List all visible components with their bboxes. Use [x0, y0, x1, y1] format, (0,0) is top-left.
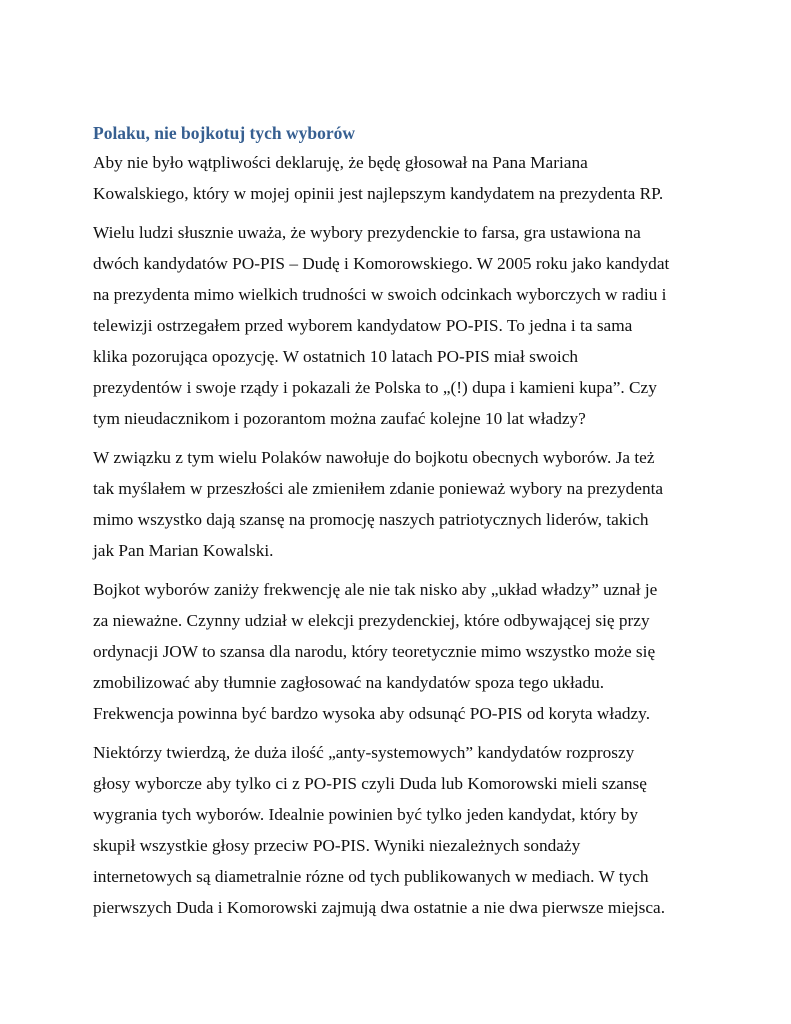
- text-line: głosy wyborcze aby tylko ci z PO-PIS czyli Duda lub Komorowski mieli szansę: [93, 774, 647, 793]
- text-line: tym nieudacznikom i pozorantom można zaufać kolejne 10 lat władzy?: [93, 409, 586, 428]
- paragraph-4: [93, 574, 713, 729]
- paragraph-3: [93, 442, 713, 566]
- text-line: Niektórzy twierdzą, że duża ilość „anty-systemowych” kandydatów rozproszy: [93, 743, 635, 762]
- text-line: klika pozorująca opozycję. W ostatnich 10 latach PO-PIS miał swoich: [93, 347, 579, 366]
- text-line: Wielu ludzi słusznie uważa, że wybory prezydenckie to farsa, gra ustawiona na: [93, 223, 641, 242]
- text-line: telewizji ostrzegałem przed wyborem kandydatow PO-PIS. To jedna i ta sama: [93, 316, 633, 335]
- text-line: mimo wszystko dają szansę na promocję naszych patriotycznych liderów, takich: [93, 510, 649, 529]
- text-line: Frekwencja powinna być bardzo wysoka aby odsunąć PO-PIS od koryta władzy.: [93, 704, 651, 723]
- document-page: [93, 120, 713, 931]
- text-line: Bojkot wyborów zaniży frekwencję ale nie tak nisko aby „układ władzy” uznał je: [93, 580, 658, 599]
- paragraph-5: [93, 737, 713, 923]
- text-line: prezydentów i swoje rządy i pokazali że Polska to „(!) dupa i kamieni kupa”. Czy: [93, 378, 657, 397]
- text-line: pierwszych Duda i Komorowski zajmują dwa ostatnie a nie dwa pierwsze miejsca.: [93, 898, 666, 917]
- text-line: dwóch kandydatów PO-PIS – Dudę i Komorowskiego. W 2005 roku jako kandydat: [93, 254, 670, 273]
- text-line: jak Pan Marian Kowalski.: [93, 541, 274, 560]
- text-line: tak myślałem w przeszłości ale zmieniłem zdanie ponieważ wybory na prezydenta: [93, 479, 664, 498]
- text-line: na prezydenta mimo wielkich trudności w swoich odcinkach wyborczych w radiu i: [93, 285, 667, 304]
- text-line: za nieważne. Czynny udział w elekcji prezydenckiej, które odbywającej się przy: [93, 611, 650, 630]
- text-line: ordynacji JOW to szansa dla narodu, który teoretycznie mimo wszystko może się: [93, 642, 656, 661]
- text-line: wygrania tych wyborów. Idealnie powinien być tylko jeden kandydat, który by: [93, 805, 639, 824]
- text-line: W związku z tym wielu Polaków nawołuje do bojkotu obecnych wyborów. Ja też: [93, 448, 655, 467]
- document-title: Polaku, nie bojkotuj tych wyborów: [93, 123, 356, 143]
- paragraph-2: [93, 217, 713, 434]
- text-line: skupił wszystkie głosy przeciw PO-PIS. Wyniki niezależnych sondaży: [93, 836, 581, 855]
- text-line: zmobilizować aby tłumnie zagłosować na kandydatów spoza tego układu.: [93, 673, 605, 692]
- text-line: Kowalskiego, który w mojej opinii jest najlepszym kandydatem na prezydenta RP.: [93, 184, 664, 203]
- text-line: internetowych są diametralnie rózne od tych publikowanych w mediach. W tych: [93, 867, 649, 886]
- text-line: Aby nie było wątpliwości deklaruję, że będę głosował na Pana Mariana: [93, 153, 588, 172]
- paragraph-1: [93, 147, 713, 209]
